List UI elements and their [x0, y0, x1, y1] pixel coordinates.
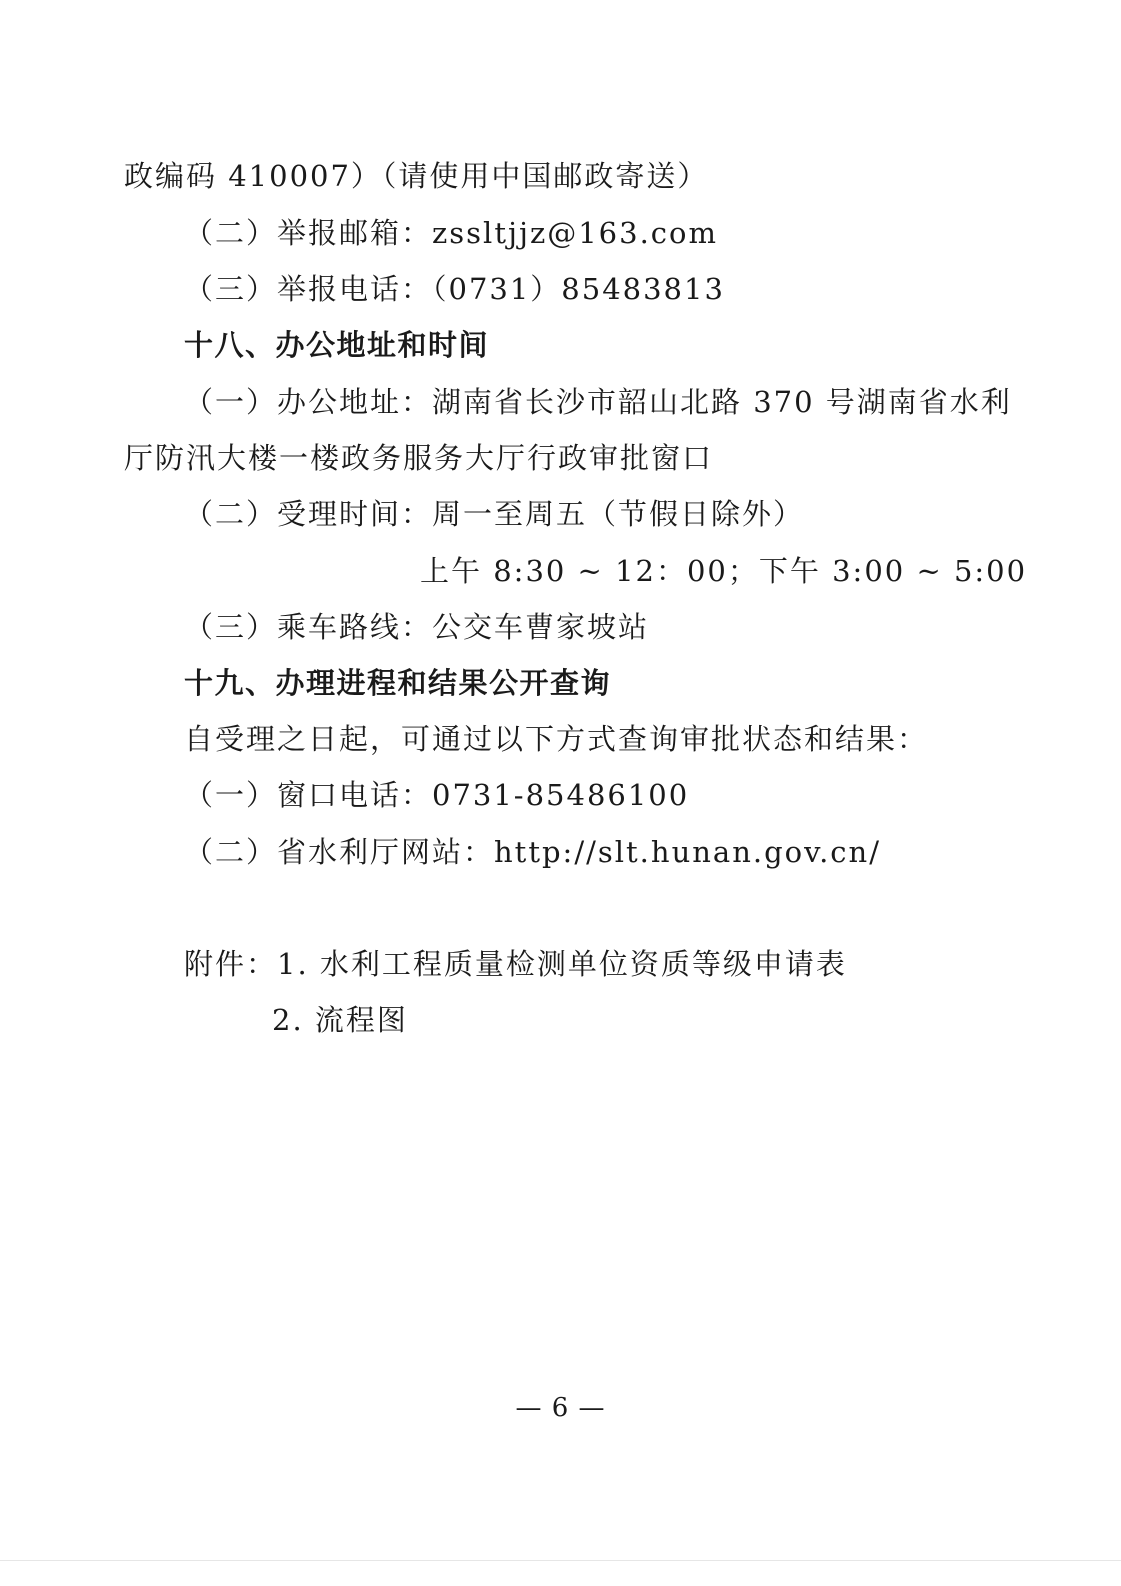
section-18-heading: 十八、办公地址和时间	[184, 328, 490, 362]
report-email-line: （二）举报邮箱：zssltjjz@163.com	[184, 216, 719, 250]
section-19-heading: 十九、办理进程和结果公开查询	[184, 666, 612, 700]
office-hours-line-1: （二）受理时间：周一至周五（节假日除外）	[184, 497, 805, 531]
attachment-item-1: 附件：1. 水利工程质量检测单位资质等级申请表	[184, 947, 847, 981]
scan-edge-divider	[0, 1560, 1121, 1561]
bus-route-line: （三）乘车路线：公交车曹家坡站	[184, 610, 650, 644]
window-phone-line: （一）窗口电话：0731-85486100	[184, 778, 690, 812]
office-hours-line-2: 上午 8:30 ~ 12：00；下午 3:00 ~ 5:00	[420, 554, 1028, 588]
office-address-line-2: 厅防汛大楼一楼政务服务大厅行政审批窗口	[124, 441, 714, 475]
continuation-line: 政编码 410007）（请使用中国邮政寄送）	[124, 159, 709, 193]
query-intro-line: 自受理之日起，可通过以下方式查询审批状态和结果：	[184, 722, 929, 756]
attachment-item-2: 2. 流程图	[272, 1003, 408, 1037]
website-line: （二）省水利厅网站：http://slt.hunan.gov.cn/	[184, 835, 881, 869]
office-address-line-1: （一）办公地址：湖南省长沙市韶山北路 370 号湖南省水利	[184, 385, 1012, 419]
page-number: — 6 —	[515, 1393, 606, 1423]
report-phone-line: （三）举报电话：（0731）85483813	[184, 272, 725, 306]
